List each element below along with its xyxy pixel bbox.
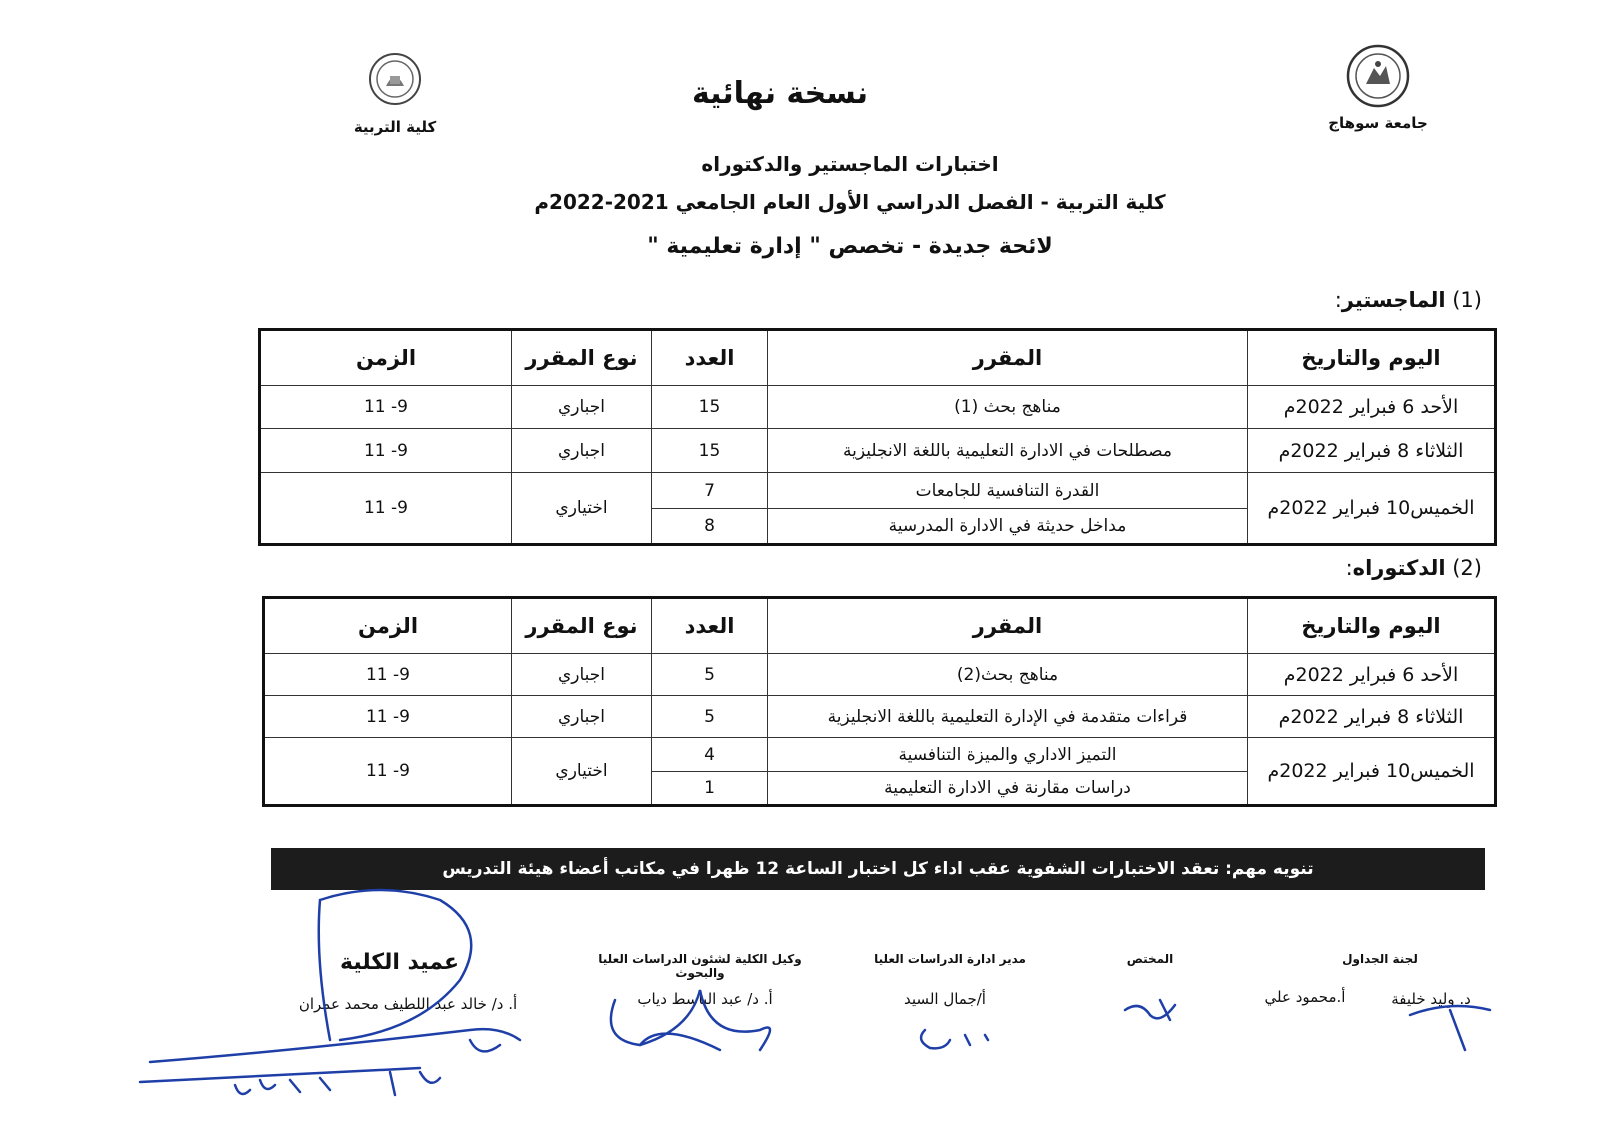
doctorate-section-number: (2) xyxy=(1452,556,1482,580)
column-header-count: العدد xyxy=(652,330,768,386)
final-copy-label: نسخة نهائية xyxy=(691,76,869,111)
student-count: 8 xyxy=(652,509,768,545)
exam-time: 9- 11 xyxy=(260,386,512,429)
course-name: التميز الاداري والميزة التنافسية xyxy=(768,738,1248,772)
student-count: 1 xyxy=(652,772,768,806)
course-type: اجباري xyxy=(512,386,652,429)
exam-date: الثلاثاء 8 فبراير 2022م xyxy=(1248,429,1496,473)
masters-section-number: (1) xyxy=(1452,288,1482,312)
committee-member-name: أ.محمود علي xyxy=(1264,988,1346,1006)
exam-date: الثلاثاء 8 فبراير 2022م xyxy=(1248,696,1496,738)
student-count: 15 xyxy=(652,386,768,429)
dean-name: أ. د/ خالد عبد اللطيف محمد عمران xyxy=(298,995,518,1013)
vice-dean-role: وكيل الكلية لشئون الدراسات العليا والبحوث xyxy=(598,952,802,980)
student-count: 5 xyxy=(652,696,768,738)
student-count: 4 xyxy=(652,738,768,772)
exam-time: 9- 11 xyxy=(264,696,512,738)
exam-time: 9- 11 xyxy=(264,654,512,696)
course-name: القدرة التنافسية للجامعات xyxy=(768,473,1248,509)
course-type: اجباري xyxy=(512,654,652,696)
student-count: 15 xyxy=(652,429,768,473)
exam-date: الخميس10 فبراير 2022م xyxy=(1248,738,1496,806)
course-name: قراءات متقدمة في الإدارة التعليمية باللغة الانجليزية xyxy=(768,696,1248,738)
specialist-role: المختص xyxy=(1126,952,1174,966)
course-name: مصطلحات في الادارة التعليمية باللغة الانجليزية xyxy=(768,429,1248,473)
committee-member-name: د. وليد خليفة xyxy=(1391,990,1471,1008)
column-header-type: نوع المقرر xyxy=(512,330,652,386)
committee-role: لجنة الجداول xyxy=(1342,952,1418,966)
document-title: اختبارات الماجستير والدكتوراه xyxy=(701,152,999,176)
column-header-type: نوع المقرر xyxy=(512,598,652,654)
student-count: 7 xyxy=(652,473,768,509)
dean-role: عميد الكلية xyxy=(340,950,460,975)
university-name: جامعة سوهاج xyxy=(1328,114,1428,132)
exam-time: 9- 11 xyxy=(260,473,512,545)
masters-section-title: (1) الماجستير: xyxy=(1334,288,1482,312)
course-type: اجباري xyxy=(512,696,652,738)
exam-date: الخميس10 فبراير 2022م xyxy=(1248,473,1496,545)
vice-dean-name: أ. د/ عبد الباسط دياب xyxy=(637,990,773,1008)
exam-time: 9- 11 xyxy=(260,429,512,473)
masters-section-label: الماجستير xyxy=(1341,288,1446,312)
doctorate-section-title: (2) الدكتوراه: xyxy=(1345,556,1482,580)
column-header-date: اليوم والتاريخ xyxy=(1248,330,1496,386)
director-name: أ/جمال السيد xyxy=(904,990,986,1008)
column-header-time: الزمن xyxy=(260,330,512,386)
document-subtitle: كلية التربية - الفصل الدراسي الأول العام الجامعي 2021-2022م xyxy=(534,190,1166,214)
course-name: مناهج بحث (1) xyxy=(768,386,1248,429)
program-title: لائحة جديدة - تخصص " إدارة تعليمية " xyxy=(647,234,1053,259)
course-name: مداخل حديثة في الادارة المدرسية xyxy=(768,509,1248,545)
important-notice-banner: تنويه مهم: تعقد الاختبارات الشفوية عقب اداء كل اختبار الساعة 12 ظهرا في مكاتب أعضاء هيئة التدريس xyxy=(271,848,1485,890)
course-type: اجباري xyxy=(512,429,652,473)
exam-time: 9- 11 xyxy=(264,738,512,806)
course-type: اختياري xyxy=(512,473,652,545)
course-name: دراسات مقارنة في الادارة التعليمية xyxy=(768,772,1248,806)
column-header-time: الزمن xyxy=(264,598,512,654)
exam-date: الأحد 6 فبراير 2022م xyxy=(1248,654,1496,696)
student-count: 5 xyxy=(652,654,768,696)
column-header-course: المقرر xyxy=(768,330,1248,386)
exam-date: الأحد 6 فبراير 2022م xyxy=(1248,386,1496,429)
column-header-date: اليوم والتاريخ xyxy=(1248,598,1496,654)
course-name: مناهج بحث(2) xyxy=(768,654,1248,696)
doctorate-section-label: الدكتوراه xyxy=(1352,556,1446,580)
column-header-count: العدد xyxy=(652,598,768,654)
faculty-name: كلية التربية xyxy=(353,118,437,136)
course-type: اختياري xyxy=(512,738,652,806)
column-header-course: المقرر xyxy=(768,598,1248,654)
director-role: مدير ادارة الدراسات العليا xyxy=(874,952,1026,966)
